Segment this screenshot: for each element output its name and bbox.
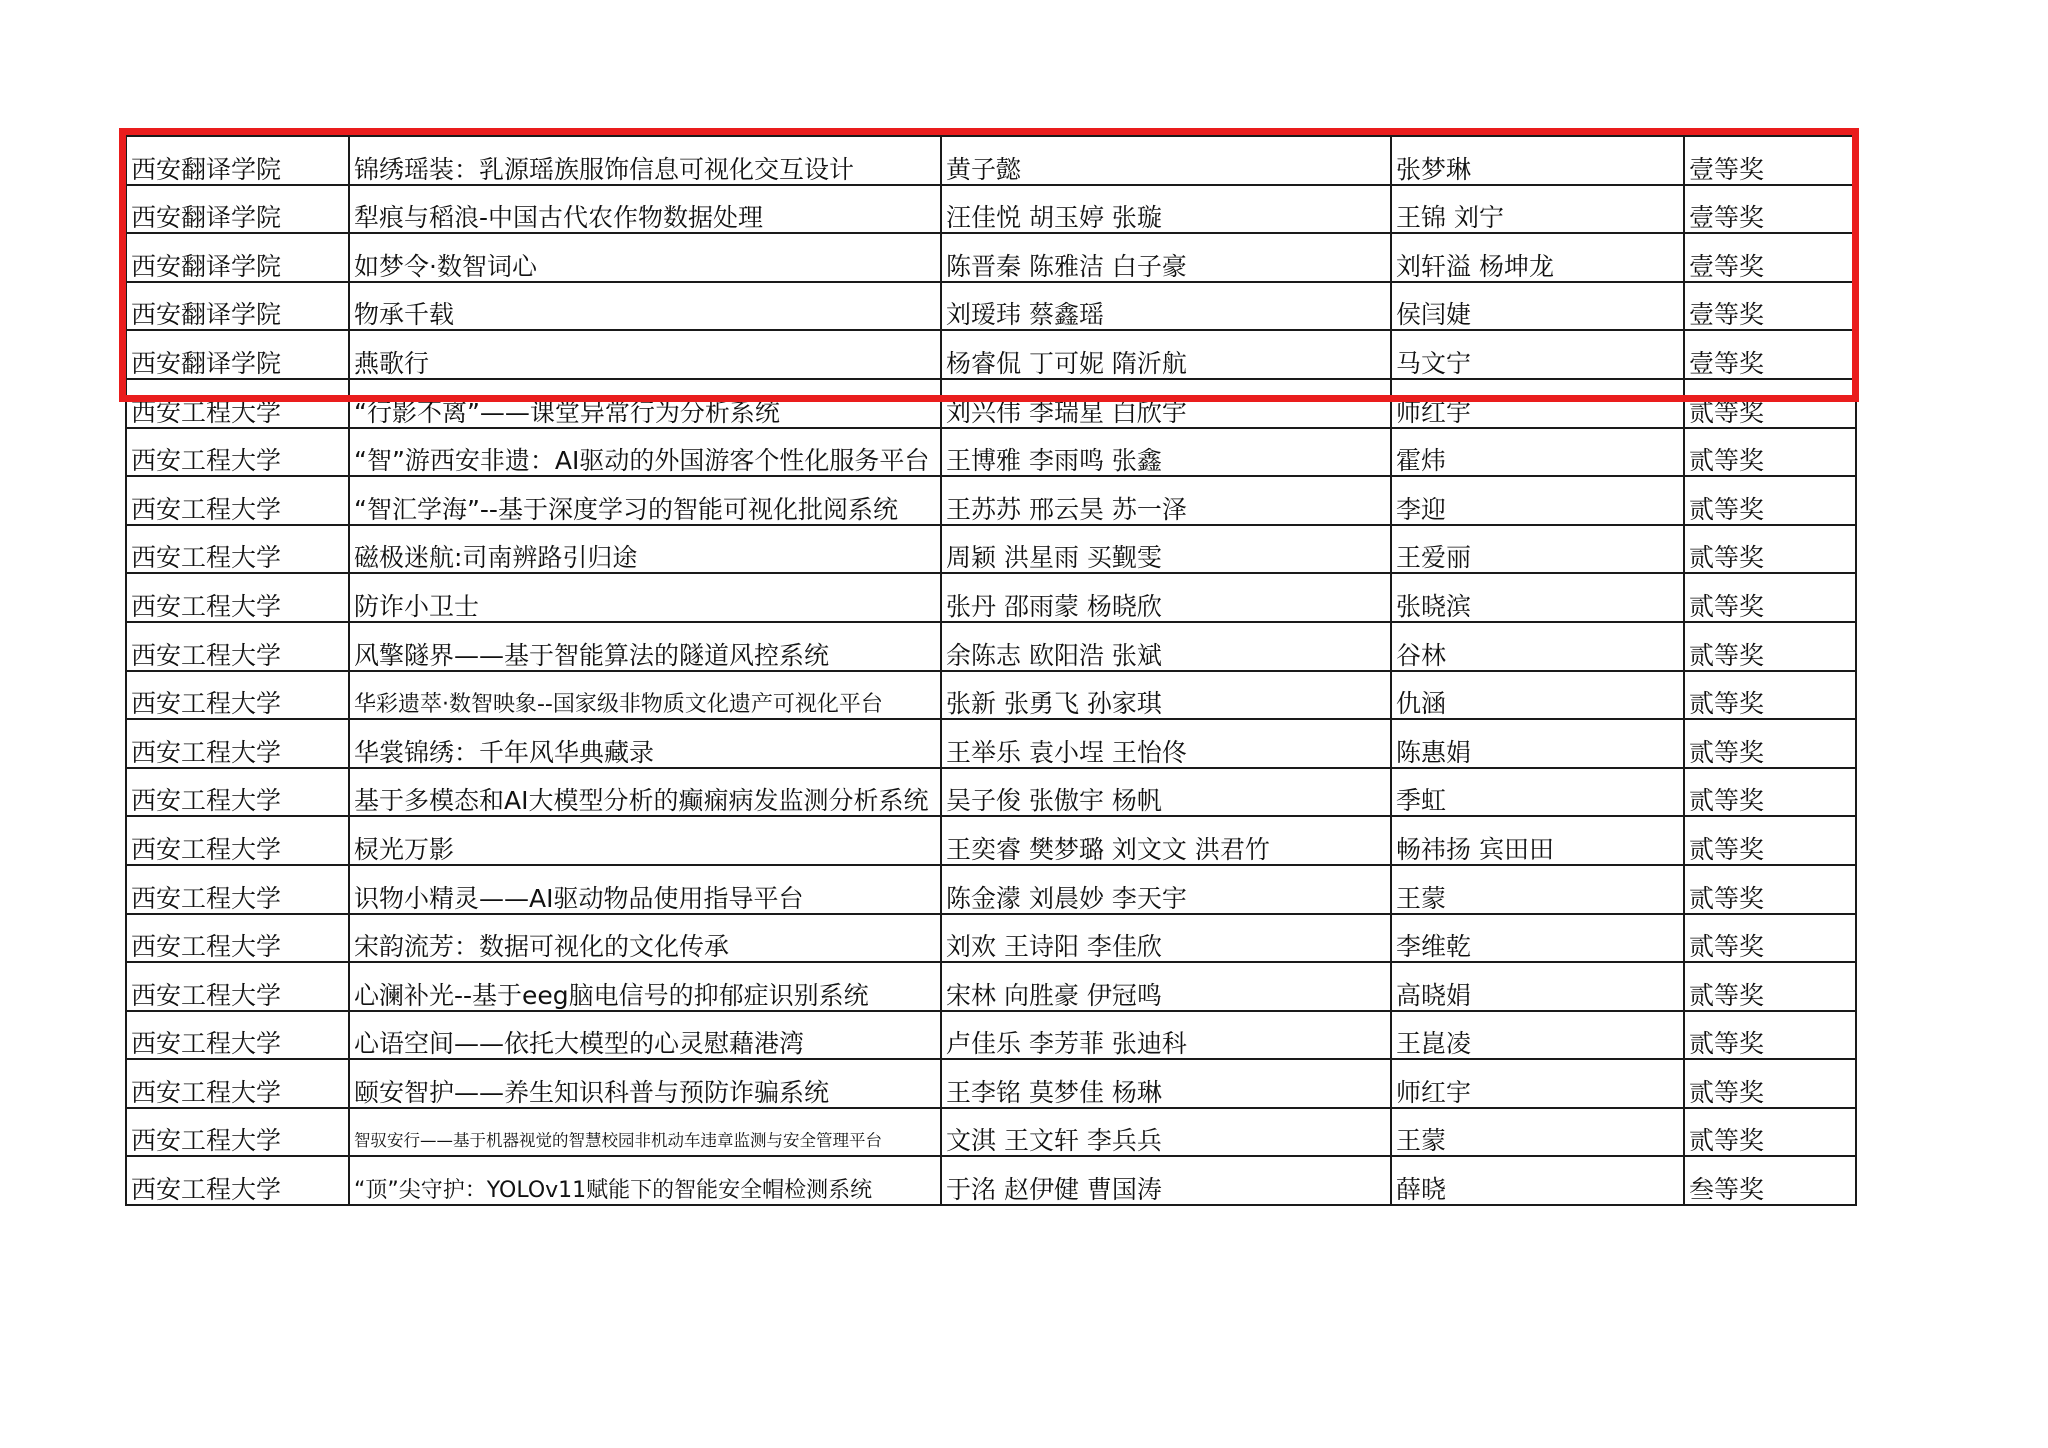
- advisor-cell: [1391, 719, 1684, 768]
- school-cell: [126, 185, 349, 234]
- school-cell-text: 西安工程大学: [131, 883, 282, 913]
- project-cell-text: 物承千载: [354, 300, 455, 330]
- students-cell-text: 张新 张勇飞 孙家琪: [946, 689, 1162, 719]
- school-cell: [126, 865, 349, 914]
- advisor-cell: [1391, 865, 1684, 914]
- award-cell: [1684, 1059, 1856, 1108]
- students-cell-text: 汪佳悦 胡玉婷 张璇: [946, 203, 1162, 233]
- award-cell-text: 壹等奖: [1689, 348, 1765, 378]
- advisor-cell-text: 谷林: [1396, 640, 1447, 670]
- students-cell: [941, 428, 1391, 477]
- students-cell: [941, 914, 1391, 963]
- table-row: [126, 282, 1856, 331]
- award-cell-text: 贰等奖: [1689, 689, 1765, 719]
- award-cell-text: 贰等奖: [1689, 1029, 1765, 1059]
- advisor-cell-text: 师红宇: [1396, 1077, 1472, 1107]
- school-cell-text: 西安工程大学: [131, 932, 282, 962]
- table-row: [126, 719, 1856, 768]
- award-cell-text: 贰等奖: [1689, 980, 1765, 1010]
- award-cell: [1684, 816, 1856, 865]
- school-cell: [126, 622, 349, 671]
- project-cell-text: 如梦令·数智词心: [354, 251, 537, 281]
- students-cell: [941, 525, 1391, 574]
- project-cell: [349, 573, 941, 622]
- award-cell: [1684, 233, 1856, 282]
- advisor-cell: [1391, 622, 1684, 671]
- advisor-cell-text: 仇涵: [1396, 689, 1447, 719]
- school-cell: [126, 768, 349, 817]
- students-cell-text: 卢佳乐 李芳菲 张迪科: [946, 1029, 1187, 1059]
- project-cell: [349, 185, 941, 234]
- project-cell: [349, 671, 941, 720]
- project-cell: [349, 136, 941, 185]
- students-cell: [941, 719, 1391, 768]
- project-cell-text: 锦绣瑶装：乳源瑶族服饰信息可视化交互设计: [354, 154, 855, 184]
- advisor-cell: [1391, 1059, 1684, 1108]
- project-cell: [349, 1059, 941, 1108]
- students-cell: [941, 1108, 1391, 1157]
- table-row: [126, 1059, 1856, 1108]
- award-cell-text: 叁等奖: [1689, 1175, 1765, 1205]
- school-cell: [126, 1059, 349, 1108]
- table-row: [126, 1108, 1856, 1157]
- project-cell: [349, 379, 941, 428]
- project-cell: [349, 1011, 941, 1060]
- project-cell-text: 磁极迷航:司南辨路引归途: [354, 543, 638, 573]
- project-cell-text: 颐安智护——养生知识科普与预防诈骗系统: [354, 1077, 830, 1107]
- advisor-cell-text: 师红宇: [1396, 397, 1472, 427]
- table-row: [126, 525, 1856, 574]
- project-cell: [349, 962, 941, 1011]
- students-cell: [941, 233, 1391, 282]
- award-cell-text: 壹等奖: [1689, 300, 1765, 330]
- project-cell: [349, 330, 941, 379]
- advisor-cell-text: 李维乾: [1396, 932, 1472, 962]
- award-cell: [1684, 136, 1856, 185]
- project-cell-text: “行影不离”——课堂异常行为分析系统: [354, 397, 780, 427]
- school-cell-text: 西安翻译学院: [131, 348, 282, 378]
- project-cell-text: 燕歌行: [354, 348, 430, 378]
- students-cell: [941, 865, 1391, 914]
- school-cell-text: 西安工程大学: [131, 640, 282, 670]
- award-cell: [1684, 1011, 1856, 1060]
- advisor-cell-text: 畅祎扬 宾田田: [1396, 834, 1554, 864]
- school-cell: [126, 330, 349, 379]
- table-row: [126, 1011, 1856, 1060]
- students-cell: [941, 282, 1391, 331]
- students-cell: [941, 1156, 1391, 1205]
- award-cell-text: 贰等奖: [1689, 1077, 1765, 1107]
- school-cell-text: 西安翻译学院: [131, 300, 282, 330]
- table-row: [126, 136, 1856, 185]
- advisor-cell: [1391, 1011, 1684, 1060]
- table-row: [126, 816, 1856, 865]
- school-cell: [126, 525, 349, 574]
- school-cell-text: 西安工程大学: [131, 689, 282, 719]
- school-cell: [126, 1108, 349, 1157]
- students-cell-text: 黄子懿: [946, 154, 1022, 184]
- advisor-cell: [1391, 768, 1684, 817]
- students-cell-text: 刘兴伟 李瑞星 白欣宇: [946, 397, 1187, 427]
- students-cell: [941, 671, 1391, 720]
- project-cell: [349, 914, 941, 963]
- school-cell-text: 西安工程大学: [131, 834, 282, 864]
- advisor-cell: [1391, 816, 1684, 865]
- award-cell: [1684, 185, 1856, 234]
- students-cell-text: 王博雅 李雨鸣 张鑫: [946, 446, 1162, 476]
- advisor-cell: [1391, 379, 1684, 428]
- students-cell: [941, 185, 1391, 234]
- project-cell: [349, 1156, 941, 1205]
- advisor-cell: [1391, 233, 1684, 282]
- school-cell: [126, 136, 349, 185]
- project-cell-text: 智驭安行——基于机器视觉的智慧校园非机动车违章监测与安全管理平台: [354, 1130, 882, 1150]
- project-cell-text: 宋韵流芳：数据可视化的文化传承: [354, 932, 730, 962]
- students-cell: [941, 816, 1391, 865]
- advisor-cell-text: 王锦 刘宁: [1396, 203, 1504, 233]
- project-cell-text: “顶”尖守护：YOLOv11赋能下的智能安全帽检测系统: [354, 1178, 873, 1204]
- school-cell: [126, 379, 349, 428]
- advisor-cell: [1391, 282, 1684, 331]
- school-cell-text: 西安工程大学: [131, 591, 282, 621]
- advisor-cell: [1391, 476, 1684, 525]
- project-cell-text: 华裳锦绣：千年风华典藏录: [354, 737, 655, 767]
- school-cell-text: 西安工程大学: [131, 397, 282, 427]
- school-cell-text: 西安工程大学: [131, 1126, 282, 1156]
- advisor-cell: [1391, 1156, 1684, 1205]
- award-cell: [1684, 379, 1856, 428]
- project-cell: [349, 525, 941, 574]
- project-cell-text: 犁痕与稻浪-中国古代农作物数据处理: [354, 203, 764, 233]
- award-cell: [1684, 428, 1856, 477]
- table-row: [126, 671, 1856, 720]
- advisor-cell: [1391, 914, 1684, 963]
- advisor-cell-text: 薛晓: [1396, 1175, 1447, 1205]
- students-cell: [941, 573, 1391, 622]
- award-cell: [1684, 476, 1856, 525]
- school-cell-text: 西安工程大学: [131, 786, 282, 816]
- students-cell-text: 陈晋秦 陈雅洁 白子豪: [946, 251, 1187, 281]
- table-row: [126, 379, 1856, 428]
- students-cell: [941, 136, 1391, 185]
- project-cell: [349, 768, 941, 817]
- school-cell: [126, 816, 349, 865]
- project-cell-text: 棂光万影: [354, 834, 455, 864]
- advisor-cell: [1391, 1108, 1684, 1157]
- project-cell-text: 基于多模态和AI大模型分析的癫痫病发监测分析系统: [354, 786, 929, 816]
- students-cell: [941, 379, 1391, 428]
- students-cell: [941, 768, 1391, 817]
- school-cell-text: 西安工程大学: [131, 737, 282, 767]
- award-cell: [1684, 962, 1856, 1011]
- school-cell: [126, 719, 349, 768]
- advisor-cell-text: 李迎: [1396, 494, 1447, 524]
- award-cell-text: 贰等奖: [1689, 786, 1765, 816]
- school-cell-text: 西安工程大学: [131, 543, 282, 573]
- award-cell: [1684, 768, 1856, 817]
- award-cell-text: 贰等奖: [1689, 640, 1765, 670]
- awards-table: [125, 135, 1857, 1206]
- table-row: [126, 185, 1856, 234]
- award-cell-text: 壹等奖: [1689, 251, 1765, 281]
- award-cell: [1684, 282, 1856, 331]
- school-cell-text: 西安翻译学院: [131, 203, 282, 233]
- advisor-cell-text: 季虹: [1396, 786, 1447, 816]
- advisor-cell: [1391, 428, 1684, 477]
- project-cell-text: “智汇学海”--基于深度学习的智能可视化批阅系统: [354, 494, 898, 524]
- school-cell-text: 西安工程大学: [131, 494, 282, 524]
- table-row: [126, 476, 1856, 525]
- project-cell: [349, 1108, 941, 1157]
- project-cell: [349, 622, 941, 671]
- award-cell-text: 贰等奖: [1689, 883, 1765, 913]
- students-cell-text: 吴子俊 张傲宇 杨帆: [946, 786, 1162, 816]
- advisor-cell: [1391, 962, 1684, 1011]
- table-row: [126, 233, 1856, 282]
- project-cell-text: “智”游西安非遗：AI驱动的外国游客个性化服务平台: [354, 446, 930, 476]
- advisor-cell-text: 刘轩溢 杨坤龙: [1396, 251, 1554, 281]
- award-cell: [1684, 719, 1856, 768]
- students-cell-text: 陈金濛 刘晨妙 李天宇: [946, 883, 1187, 913]
- advisor-cell-text: 张晓滨: [1396, 591, 1472, 621]
- students-cell-text: 张丹 邵雨蒙 杨晓欣: [946, 591, 1162, 621]
- table-row: [126, 573, 1856, 622]
- students-cell: [941, 476, 1391, 525]
- advisor-cell: [1391, 671, 1684, 720]
- advisor-cell-text: 陈惠娟: [1396, 737, 1472, 767]
- advisor-cell-text: 王爱丽: [1396, 543, 1472, 573]
- students-cell-text: 王李铭 莫梦佳 杨琳: [946, 1077, 1162, 1107]
- school-cell: [126, 476, 349, 525]
- award-cell-text: 壹等奖: [1689, 154, 1765, 184]
- students-cell: [941, 330, 1391, 379]
- students-cell-text: 周颖 洪星雨 买觐雯: [946, 543, 1162, 573]
- students-cell-text: 王举乐 袁小埕 王怡佟: [946, 737, 1187, 767]
- project-cell-text: 心语空间——依托大模型的心灵慰藉港湾: [354, 1029, 805, 1059]
- project-cell: [349, 428, 941, 477]
- advisor-cell: [1391, 573, 1684, 622]
- advisor-cell-text: 王蒙: [1396, 1126, 1447, 1156]
- award-cell-text: 贰等奖: [1689, 494, 1765, 524]
- students-cell-text: 刘欢 王诗阳 李佳欣: [946, 932, 1162, 962]
- project-cell-text: 心澜补光--基于eeg脑电信号的抑郁症识别系统: [354, 980, 869, 1010]
- awards-table-body: [126, 136, 1856, 1205]
- advisor-cell-text: 马文宁: [1396, 348, 1472, 378]
- project-cell-text: 风擎隧界——基于智能算法的隧道风控系统: [354, 640, 830, 670]
- award-cell: [1684, 330, 1856, 379]
- students-cell: [941, 622, 1391, 671]
- award-cell-text: 贰等奖: [1689, 591, 1765, 621]
- advisor-cell: [1391, 330, 1684, 379]
- students-cell-text: 杨睿侃 丁可妮 隋沂航: [946, 348, 1187, 378]
- school-cell-text: 西安工程大学: [131, 980, 282, 1010]
- project-cell: [349, 476, 941, 525]
- school-cell-text: 西安翻译学院: [131, 251, 282, 281]
- advisor-cell-text: 侯闫婕: [1396, 300, 1472, 330]
- table-row: [126, 768, 1856, 817]
- advisor-cell-text: 王蒙: [1396, 883, 1447, 913]
- students-cell: [941, 962, 1391, 1011]
- students-cell-text: 王苏苏 邢云昊 苏一泽: [946, 494, 1187, 524]
- table-row: [126, 1156, 1856, 1205]
- advisor-cell-text: 王崑凌: [1396, 1029, 1472, 1059]
- award-cell-text: 贰等奖: [1689, 446, 1765, 476]
- table-row: [126, 962, 1856, 1011]
- advisor-cell: [1391, 185, 1684, 234]
- school-cell: [126, 962, 349, 1011]
- award-cell-text: 贰等奖: [1689, 737, 1765, 767]
- students-cell-text: 于洺 赵伊健 曹国涛: [946, 1175, 1162, 1205]
- advisor-cell-text: 霍炜: [1396, 446, 1447, 476]
- advisor-cell: [1391, 525, 1684, 574]
- school-cell: [126, 233, 349, 282]
- award-cell: [1684, 573, 1856, 622]
- school-cell-text: 西安工程大学: [131, 1029, 282, 1059]
- table-row: [126, 428, 1856, 477]
- school-cell: [126, 573, 349, 622]
- award-cell-text: 壹等奖: [1689, 203, 1765, 233]
- school-cell: [126, 1011, 349, 1060]
- award-cell: [1684, 1108, 1856, 1157]
- advisor-cell: [1391, 136, 1684, 185]
- project-cell: [349, 865, 941, 914]
- project-cell: [349, 233, 941, 282]
- students-cell-text: 王奕睿 樊梦璐 刘文文 洪君竹: [946, 834, 1270, 864]
- award-cell-text: 贰等奖: [1689, 543, 1765, 573]
- project-cell: [349, 282, 941, 331]
- award-cell: [1684, 865, 1856, 914]
- students-cell-text: 余陈志 欧阳浩 张斌: [946, 640, 1162, 670]
- school-cell-text: 西安工程大学: [131, 446, 282, 476]
- award-cell: [1684, 525, 1856, 574]
- award-cell: [1684, 622, 1856, 671]
- students-cell-text: 文淇 王文轩 李兵兵: [946, 1126, 1162, 1156]
- students-cell: [941, 1011, 1391, 1060]
- advisor-cell-text: 高晓娟: [1396, 980, 1472, 1010]
- award-cell: [1684, 914, 1856, 963]
- school-cell-text: 西安工程大学: [131, 1077, 282, 1107]
- students-cell-text: 刘瑷玮 蔡鑫瑶: [946, 300, 1104, 330]
- school-cell: [126, 282, 349, 331]
- students-cell-text: 宋林 向胜豪 伊冠鸣: [946, 980, 1162, 1010]
- advisor-cell-text: 张梦琳: [1396, 154, 1472, 184]
- award-cell: [1684, 671, 1856, 720]
- table-row: [126, 622, 1856, 671]
- students-cell: [941, 1059, 1391, 1108]
- project-cell: [349, 719, 941, 768]
- table-row: [126, 330, 1856, 379]
- award-cell: [1684, 1156, 1856, 1205]
- school-cell: [126, 671, 349, 720]
- table-row: [126, 865, 1856, 914]
- project-cell-text: 识物小精灵——AI驱动物品使用指导平台: [354, 883, 804, 913]
- table-row: [126, 914, 1856, 963]
- school-cell: [126, 428, 349, 477]
- award-cell-text: 贰等奖: [1689, 932, 1765, 962]
- award-cell-text: 贰等奖: [1689, 397, 1765, 427]
- school-cell: [126, 914, 349, 963]
- school-cell: [126, 1156, 349, 1205]
- school-cell-text: 西安工程大学: [131, 1175, 282, 1205]
- award-cell-text: 贰等奖: [1689, 834, 1765, 864]
- project-cell-text: 华彩遗萃·数智映象--国家级非物质文化遗产可视化平台: [354, 692, 883, 718]
- project-cell-text: 防诈小卫士: [354, 591, 480, 621]
- school-cell-text: 西安翻译学院: [131, 154, 282, 184]
- project-cell: [349, 816, 941, 865]
- award-cell-text: 贰等奖: [1689, 1126, 1765, 1156]
